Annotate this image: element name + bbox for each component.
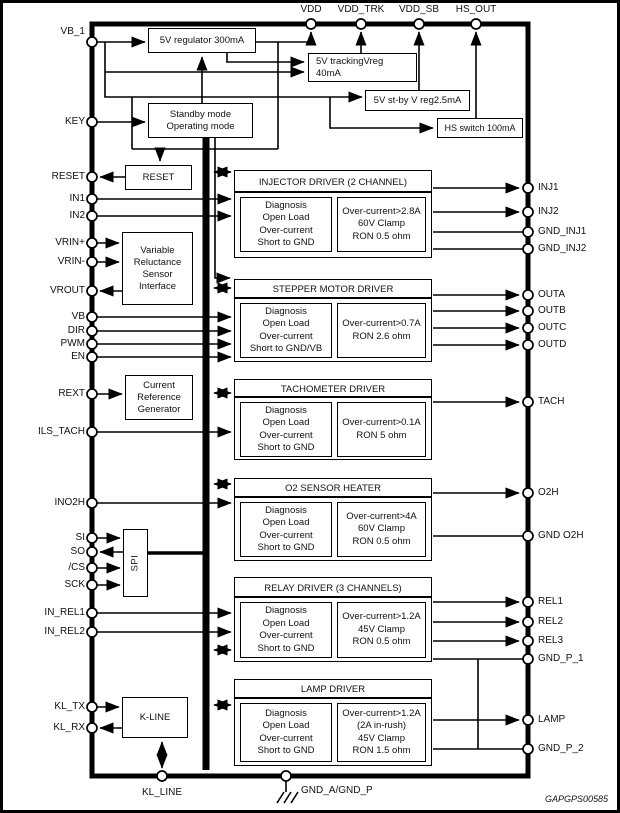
pin-circle	[281, 771, 291, 781]
pin-label: REL2	[538, 616, 564, 627]
pin-circle	[87, 352, 97, 362]
block-vrs-interface: Variable Reluctance Sensor Interface	[122, 232, 193, 305]
spi-label: SPI	[129, 554, 141, 572]
pin-label: SCK	[64, 579, 85, 590]
pin-label: GND_P_2	[538, 743, 584, 754]
pin-label: SO	[70, 546, 85, 557]
block-reset: RESET	[125, 165, 192, 190]
pin-circle	[87, 286, 97, 296]
pin-label: O2H	[538, 487, 559, 498]
driver-block-relay	[234, 577, 432, 662]
pin-label: GND_A/GND_P	[301, 785, 373, 796]
driver-diagnostics: Diagnosis Open Load Over-current Short to GND	[240, 602, 332, 658]
pin-circle	[87, 211, 97, 221]
pin-circle	[523, 227, 533, 237]
pin-circle	[87, 702, 97, 712]
pin-label: REL1	[538, 596, 564, 607]
pin-label: VDD_SB	[398, 4, 439, 15]
pin-label: TACH	[538, 396, 565, 407]
pin-label: KL_TX	[54, 701, 85, 712]
pin-label: DIR	[67, 325, 85, 336]
pin-label: VRIN-	[57, 256, 85, 267]
pin-circle	[87, 238, 97, 248]
driver-diagnostics: Diagnosis Open Load Over-current Short to GND	[240, 197, 332, 252]
driver-specs: Over-current>1.2A (2A in-rush) 45V Clamp RON 1.5 ohm	[337, 703, 426, 762]
pin-circle	[523, 323, 533, 333]
pin-circle	[523, 290, 533, 300]
pin-circle	[87, 257, 97, 267]
pin-circle	[87, 389, 97, 399]
pin-label: REXT	[58, 388, 85, 399]
driver-specs: Over-current>0.1A RON 5 ohm	[337, 402, 426, 457]
figure-code: GAPGPS00585	[544, 794, 608, 804]
driver-title: STEPPER MOTOR DRIVER	[235, 282, 431, 299]
pin-label: INJ1	[538, 182, 559, 193]
pin-circle	[523, 488, 533, 498]
pin-label: VB_1	[60, 26, 85, 37]
pin-label: GND O2H	[538, 530, 584, 541]
driver-specs: Over-current>4A 60V Clamp RON 0.5 ohm	[337, 502, 426, 557]
pin-circle	[356, 19, 366, 29]
pin-label: EN	[71, 351, 85, 362]
driver-diagnostics: Diagnosis Open Load Over-current Short to GND	[240, 502, 332, 557]
pin-label: VROUT	[50, 285, 85, 296]
driver-block-tachometer	[234, 379, 432, 460]
pin-circle	[157, 771, 167, 781]
driver-specs: Over-current>0.7A RON 2.6 ohm	[337, 303, 426, 358]
pin-circle	[523, 531, 533, 541]
pin-label: PWM	[60, 338, 85, 349]
pin-circle	[87, 580, 97, 590]
pin-label: VRIN+	[55, 237, 85, 248]
pin-label: ILS_TACH	[37, 426, 85, 437]
driver-block-lamp	[234, 679, 432, 766]
pin-label: LAMP	[538, 714, 566, 725]
block-spi	[123, 529, 148, 597]
pin-circle	[87, 427, 97, 437]
pin-label: OUTB	[538, 305, 566, 316]
pin-label: VDD_TRK	[337, 4, 385, 15]
pin-circle	[87, 172, 97, 182]
pin-circle	[87, 627, 97, 637]
pin-label: OUTA	[538, 289, 566, 300]
pin-label: INJ2	[538, 206, 559, 217]
driver-specs: Over-current>1.2A 45V Clamp RON 0.5 ohm	[337, 602, 426, 658]
pin-label: IN1	[69, 193, 85, 204]
block-5v-regulator: 5V regulator 300mA	[148, 28, 256, 53]
pin-circle	[523, 636, 533, 646]
pin-label: GND_P_1	[538, 653, 584, 664]
pin-label: KL_RX	[53, 722, 85, 733]
pin-label: IN_REL1	[44, 607, 85, 618]
pin-circle	[523, 597, 533, 607]
driver-title: LAMP DRIVER	[235, 682, 431, 699]
pin-label: REL3	[538, 635, 564, 646]
pin-circle	[523, 340, 533, 350]
block-mode-control: Standby mode Operating mode	[148, 103, 253, 138]
pin-label: INO2H	[54, 497, 85, 508]
pin-circle	[87, 37, 97, 47]
pin-circle	[87, 723, 97, 733]
pin-circle	[471, 19, 481, 29]
block-kline: K-LINE	[122, 697, 188, 738]
driver-block-stepper	[234, 279, 432, 362]
pin-circle	[523, 207, 533, 217]
pin-circle	[87, 498, 97, 508]
driver-diagnostics: Diagnosis Open Load Over-current Short to GND	[240, 402, 332, 457]
pin-label: KL_LINE	[141, 787, 183, 798]
pin-circle	[523, 397, 533, 407]
pin-label: IN2	[69, 210, 85, 221]
driver-title: O2 SENSOR HEATER	[235, 481, 431, 498]
block-current-reference: Current Reference Generator	[125, 375, 193, 420]
pin-label: RESET	[51, 171, 85, 182]
driver-block-o2-heater	[234, 478, 432, 561]
pin-circle	[87, 326, 97, 336]
pin-circle	[414, 19, 424, 29]
pin-label: VB	[71, 311, 85, 322]
driver-specs: Over-current>2.8A 60V Clamp RON 0.5 ohm	[337, 197, 426, 252]
pin-circle	[523, 183, 533, 193]
pin-circle	[523, 744, 533, 754]
driver-title: RELAY DRIVER (3 CHANNELS)	[235, 580, 431, 598]
driver-diagnostics: Diagnosis Open Load Over-current Short to GND/VB	[240, 303, 332, 358]
pin-circle	[87, 194, 97, 204]
pin-circle	[523, 654, 533, 664]
pin-label: OUTD	[538, 339, 567, 350]
pin-circle	[523, 306, 533, 316]
pin-label: GND_INJ1	[538, 226, 587, 237]
block-hs-switch: HS switch 100mA	[437, 118, 523, 138]
block-standby-regulator: 5V st-by V reg2.5mA	[365, 90, 470, 111]
pin-label: /CS	[68, 562, 85, 573]
pin-label: OUTC	[538, 322, 567, 333]
pin-circle	[87, 547, 97, 557]
pin-circle	[87, 312, 97, 322]
ground-symbol	[277, 781, 298, 803]
pin-circle	[523, 617, 533, 627]
pin-circle	[523, 715, 533, 725]
driver-title: INJECTOR DRIVER (2 CHANNEL)	[235, 173, 431, 193]
pin-circle	[87, 533, 97, 543]
pin-label: HS_OUT	[455, 4, 497, 15]
pin-circle	[523, 244, 533, 254]
pin-circle	[87, 563, 97, 573]
driver-title: TACHOMETER DRIVER	[235, 382, 431, 398]
pin-label: SI	[75, 532, 85, 543]
pin-circle	[87, 608, 97, 618]
pin-label: VDD	[300, 4, 322, 15]
block-tracking-regulator: 5V trackingVreg 40mA	[308, 53, 417, 82]
pin-circle	[87, 117, 97, 127]
pin-label: KEY	[64, 116, 85, 127]
driver-diagnostics: Diagnosis Open Load Over-current Short to GND	[240, 703, 332, 762]
pin-circle	[306, 19, 316, 29]
pin-label: IN_REL2	[44, 626, 85, 637]
driver-block-injector	[234, 170, 432, 258]
pin-label: GND_INJ2	[538, 243, 587, 254]
pin-circle	[87, 339, 97, 349]
